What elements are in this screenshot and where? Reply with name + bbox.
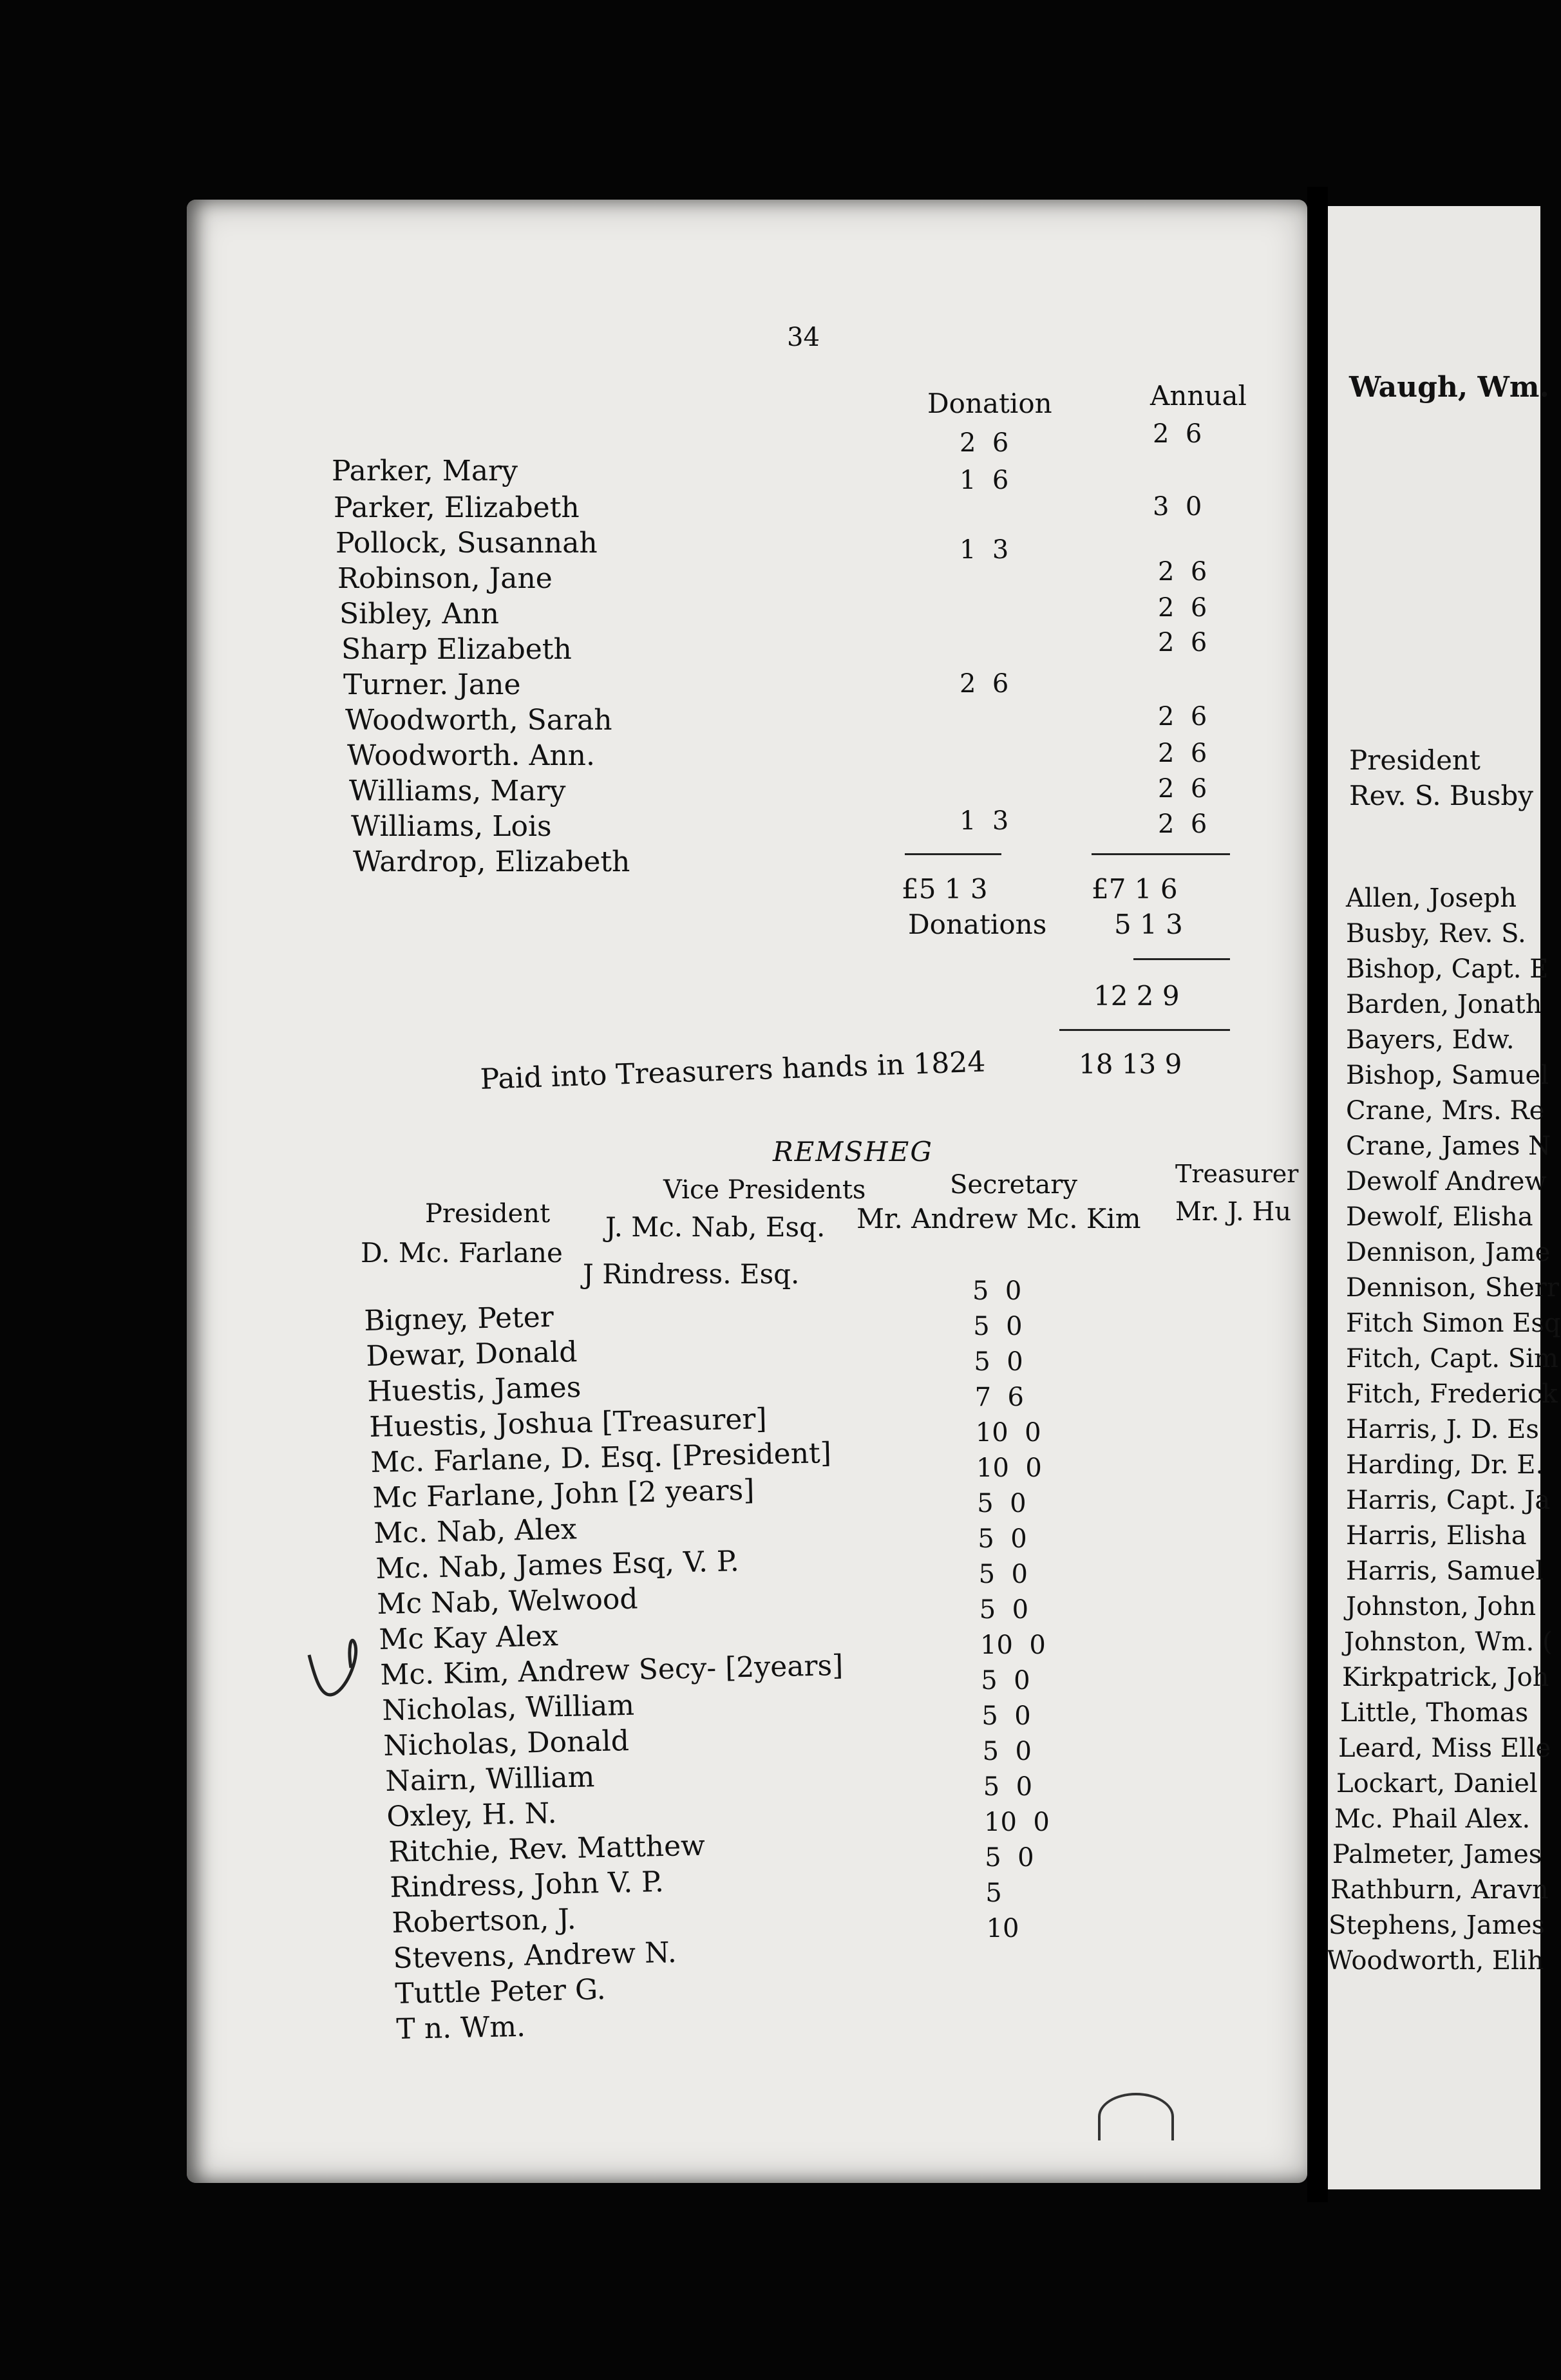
member-name: Tuttle Peter G.	[394, 1973, 606, 2010]
member-amount: 10	[986, 1914, 1019, 1943]
member-name: Huestis, Joshua [Treasurer]	[368, 1402, 767, 1444]
member-name: Nairn, William	[384, 1761, 595, 1798]
member-name: Mc Kay Alex	[378, 1620, 558, 1656]
member-amount: 5 0	[979, 1595, 1029, 1625]
rule	[1133, 958, 1230, 960]
member-name: Robertson, J.	[391, 1903, 576, 1940]
stain-mark	[1098, 2093, 1174, 2140]
rule	[1092, 853, 1230, 855]
paid-value: 18 13 9	[1079, 1048, 1182, 1080]
donation-amount: 2 6	[960, 428, 1009, 458]
president-name: D. Mc. Farlane	[361, 1237, 563, 1269]
right-page-name: Dewolf, Elisha	[1346, 1202, 1533, 1232]
right-president-name: Rev. S. Busby	[1349, 780, 1533, 811]
member-amount: 5 0	[978, 1560, 1028, 1589]
member-name: Rindress, John V. P.	[389, 1865, 665, 1904]
right-page-name: Crane, James N	[1346, 1131, 1551, 1161]
right-page-name: Palmeter, James	[1332, 1840, 1542, 1869]
member-amount: 5 0	[981, 1666, 1030, 1695]
check-mark-annotation	[303, 1629, 374, 1713]
annual-amount: 3 0	[1153, 492, 1202, 522]
right-page-name: Rathburn, Aravn	[1330, 1875, 1549, 1905]
subscriber-name: Robinson, Jane	[337, 562, 553, 595]
subscriber-name: Wardrop, Elizabeth	[353, 845, 630, 878]
annual-amount: 2 6	[1158, 557, 1207, 587]
vice-president-2: J Rindress. Esq.	[583, 1258, 800, 1290]
right-page-name: Harding, Dr. E.	[1346, 1450, 1544, 1480]
right-page-name: Harris, Capt. Ja	[1346, 1486, 1551, 1515]
annual-amount: 2 6	[1158, 628, 1207, 657]
remsheg-title: REMSHEG	[773, 1136, 933, 1167]
member-name: Mc. Nab, Alex	[373, 1513, 578, 1550]
subscriber-name: Williams, Mary	[349, 775, 566, 808]
member-name: Mc Nab, Welwood	[376, 1582, 639, 1621]
right-page-top-name: Waugh, Wm.	[1349, 371, 1549, 404]
member-name: Mc. Nab, James Esq, V. P.	[375, 1545, 739, 1585]
donation-total: £5 1 3	[902, 873, 988, 905]
page-number: 34	[787, 323, 820, 352]
member-amount: 5 0	[978, 1524, 1027, 1554]
right-page-name: Harris, Elisha	[1346, 1521, 1527, 1551]
member-amount: 10 0	[975, 1418, 1041, 1448]
member-amount: 5 0	[983, 1772, 1033, 1802]
subscriber-name: Parker, Elizabeth	[334, 491, 580, 524]
member-amount: 10 0	[976, 1453, 1042, 1483]
president-label: President	[425, 1199, 551, 1229]
subscriber-name: Turner. Jane	[343, 668, 521, 701]
member-amount: 5 0	[985, 1843, 1034, 1873]
right-page-name: Woodworth, Elih	[1327, 1946, 1544, 1976]
subscriber-name: Woodworth. Ann.	[347, 739, 595, 772]
member-amount: 5 0	[982, 1737, 1032, 1766]
subscriber-name: Pollock, Susannah	[336, 527, 598, 560]
treasurer-label: Treasurer	[1175, 1160, 1299, 1188]
member-name: Nicholas, Donald	[383, 1724, 630, 1762]
right-page-name: Crane, Mrs. Re	[1346, 1096, 1545, 1126]
donation-amount: 1 6	[960, 466, 1009, 495]
right-page-name: Fitch Simon Esq	[1346, 1308, 1561, 1338]
right-page-name: Dennison, Sherr	[1346, 1273, 1559, 1303]
annual-header: Annual	[1150, 380, 1247, 411]
member-name: Nicholas, William	[381, 1688, 635, 1727]
member-name: T n. Wm.	[395, 2010, 526, 2046]
donations-label: Donations	[908, 909, 1047, 940]
right-page-name: Fitch, Capt. Sim	[1346, 1344, 1558, 1374]
subscriber-name: Woodworth, Sarah	[345, 704, 612, 737]
member-name: Oxley, H. N.	[386, 1797, 557, 1833]
right-page-name: Dennison, Jame	[1346, 1238, 1551, 1267]
member-name: Mc Farlane, John [2 years]	[372, 1473, 755, 1515]
right-page-name: Busby, Rev. S.	[1346, 919, 1526, 949]
page-gutter	[1307, 187, 1328, 2202]
right-page-name: Johnston, Wm. (	[1344, 1627, 1553, 1657]
treasurer-name: Mr. J. Hu	[1175, 1197, 1292, 1227]
rule	[905, 853, 1001, 855]
right-page-name: Harris, Samuel	[1346, 1556, 1544, 1586]
right-page-name: Mc. Phail Alex.	[1334, 1804, 1531, 1834]
donations-value: 5 1 3	[1114, 909, 1183, 940]
subscriber-name: Parker, Mary	[332, 455, 518, 487]
annual-amount: 2 6	[1158, 774, 1207, 804]
right-page-name: Lockart, Daniel	[1336, 1769, 1538, 1799]
member-name: Stevens, Andrew N.	[392, 1936, 677, 1975]
donation-header: Donation	[927, 388, 1052, 419]
annual-amount: 2 6	[1158, 809, 1207, 839]
annual-total: £7 1 6	[1092, 873, 1178, 905]
annual-amount: 2 6	[1158, 702, 1207, 732]
member-amount: 5 0	[981, 1701, 1031, 1731]
annual-amount: 2 6	[1158, 593, 1207, 623]
right-page-name: Dewolf Andrew	[1346, 1167, 1547, 1196]
member-amount: 7 6	[974, 1383, 1024, 1412]
annual-amount: 2 6	[1158, 739, 1207, 768]
subtotal: 12 2 9	[1093, 980, 1180, 1012]
right-page-name: Kirkpatrick, Joh	[1342, 1663, 1549, 1692]
subscriber-name: Williams, Lois	[351, 810, 552, 843]
right-page-name: Fitch, Frederick	[1346, 1379, 1558, 1409]
right-president-label: President	[1349, 744, 1481, 776]
secretary-label: Secretary	[950, 1170, 1077, 1200]
member-name: Bigney, Peter	[363, 1300, 554, 1337]
annual-amount: 2 6	[1153, 419, 1202, 449]
vice-president-1: J. Mc. Nab, Esq.	[605, 1211, 826, 1243]
donation-amount: 2 6	[960, 669, 1009, 699]
right-page-name: Leard, Miss Elle	[1338, 1733, 1551, 1763]
vice-presidents-label: Vice Presidents	[663, 1175, 866, 1205]
secretary-name: Mr. Andrew Mc. Kim	[856, 1203, 1141, 1234]
right-page-name: Bishop, Capt. E	[1346, 954, 1549, 984]
member-amount: 5 0	[974, 1347, 1023, 1377]
right-page-name: Bayers, Edw.	[1346, 1025, 1515, 1055]
member-amount: 5 0	[972, 1276, 1022, 1306]
paid-label: Paid into Treasurers hands in 1824	[479, 1045, 987, 1096]
member-name: Mc. Kim, Andrew Secy- [2years]	[379, 1648, 844, 1692]
member-amount: 5	[985, 1878, 1002, 1908]
right-page-name: Allen, Joseph	[1346, 883, 1517, 913]
donation-amount: 1 3	[960, 806, 1009, 836]
member-amount: 10 0	[984, 1808, 1050, 1837]
member-amount: 5 0	[977, 1489, 1026, 1518]
subscriber-name: Sharp Elizabeth	[341, 633, 572, 666]
right-page-name: Little, Thomas	[1340, 1698, 1529, 1728]
subscriber-name: Sibley, Ann	[339, 598, 499, 630]
donation-amount: 1 3	[960, 535, 1009, 565]
right-page-name: Stephens, James	[1329, 1911, 1545, 1940]
member-name: Huestis, James	[366, 1371, 582, 1408]
right-page-name: Barden, Jonath	[1346, 990, 1542, 1019]
right-page-name: Harris, J. D. Es	[1346, 1415, 1539, 1444]
member-name: Dewar, Donald	[365, 1336, 578, 1373]
right-page-name: Johnston, John	[1346, 1592, 1537, 1621]
member-amount: 10 0	[980, 1630, 1046, 1660]
rule	[1059, 1029, 1230, 1031]
member-amount: 5 0	[973, 1312, 1023, 1341]
member-name: Mc. Farlane, D. Esq. [President]	[370, 1437, 832, 1479]
right-page-name: Bishop, Samuel	[1346, 1061, 1549, 1090]
member-name: Ritchie, Rev. Matthew	[388, 1829, 705, 1869]
